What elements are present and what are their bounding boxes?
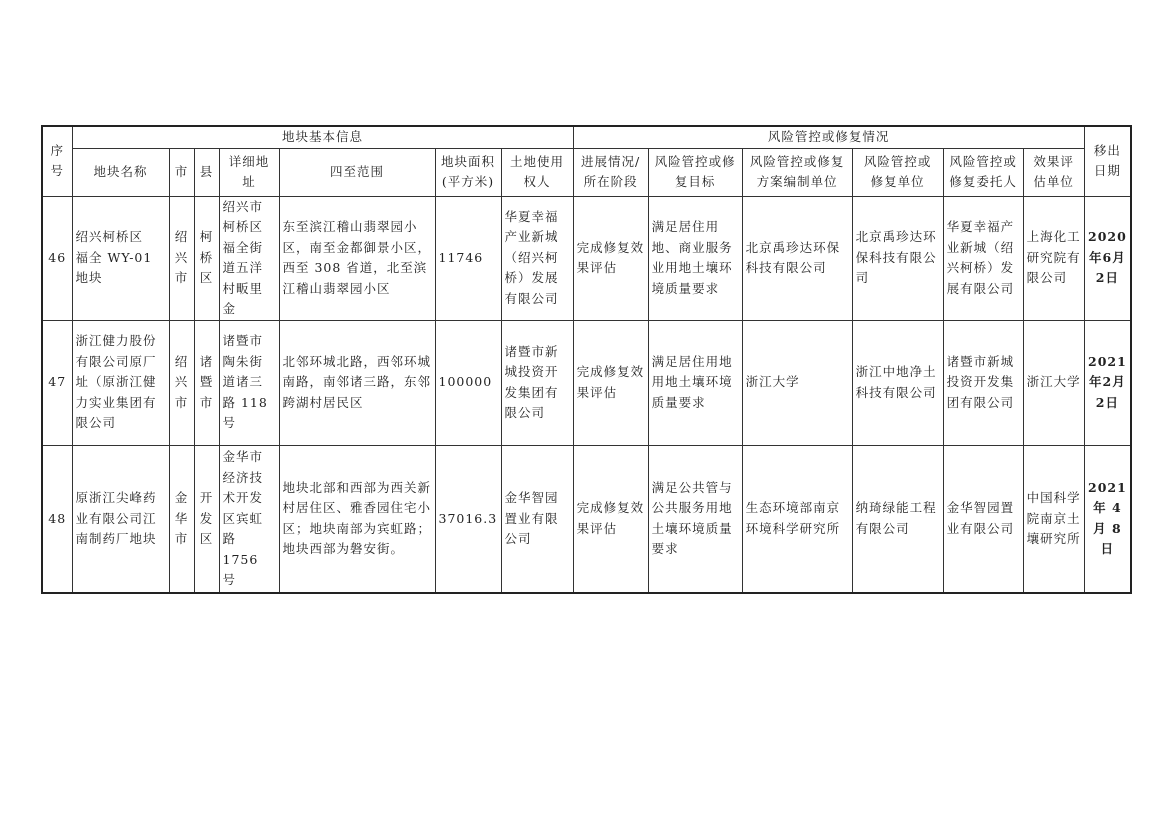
cell-evaluation-unit: 上海化工研究院有限公司 bbox=[1023, 196, 1084, 320]
table-row bbox=[42, 445, 1131, 593]
cell-address: 绍兴市柯桥区福全街道五洋村畈里金 bbox=[219, 196, 279, 320]
cell-remediation-unit: 纳琦绿能工程有限公司 bbox=[852, 445, 943, 593]
cell-land-user: 诸暨市新城投资开发集团有限公司 bbox=[501, 320, 573, 445]
cell-boundaries: 东至滨江稽山翡翠园小区，南至金都御景小区，西至 308 省道，北至滨江稽山翡翠园小区 bbox=[279, 196, 435, 320]
cell-evaluation-unit: 浙江大学 bbox=[1023, 320, 1084, 445]
cell-site-name: 原浙江尖峰药业有限公司江南制药厂地块 bbox=[72, 445, 169, 593]
cell-progress: 完成修复效果评估 bbox=[573, 320, 648, 445]
cell-site-name: 浙江健力股份有限公司原厂址（原浙江健力实业集团有限公司 bbox=[72, 320, 169, 445]
table-row bbox=[42, 196, 1131, 320]
cell-area: 100000 bbox=[435, 320, 501, 445]
table-row bbox=[42, 320, 1131, 445]
cell-target: 满足公共管与公共服务用地土壤环境质量要求 bbox=[648, 445, 742, 593]
header-land-user: 土地使用 权人 bbox=[501, 148, 573, 196]
cell-county: 柯桥区 bbox=[194, 196, 219, 320]
cell-boundaries: 北邻环城北路，西邻环城南路，南邻诸三路，东邻跨湖村居民区 bbox=[279, 320, 435, 445]
cell-client: 华夏幸福产业新城（绍兴柯桥）发展有限公司 bbox=[943, 196, 1023, 320]
cell-land-user: 华夏幸福产业新城（绍兴柯桥）发展有限公司 bbox=[501, 196, 573, 320]
cell-site-name: 绍兴柯桥区 福全 WY-01 地块 bbox=[72, 196, 169, 320]
header-address: 详细地 址 bbox=[219, 148, 279, 196]
cell-client: 诸暨市新城投资开发集团有限公司 bbox=[943, 320, 1023, 445]
cell-client: 金华智园置业有限公司 bbox=[943, 445, 1023, 593]
cell-evaluation-unit: 中国科学院南京土壤研究所 bbox=[1023, 445, 1084, 593]
cell-county: 开发区 bbox=[194, 445, 219, 593]
cell-seq: 46 bbox=[42, 196, 72, 320]
cell-seq: 48 bbox=[42, 445, 72, 593]
header-city: 市 bbox=[169, 148, 194, 196]
header-county: 县 bbox=[194, 148, 219, 196]
header-remediation-unit: 风险管控或 修复单位 bbox=[852, 148, 943, 196]
cell-remediation-unit: 浙江中地净土科技有限公司 bbox=[852, 320, 943, 445]
cell-plan-unit: 浙江大学 bbox=[742, 320, 852, 445]
cell-area: 11746 bbox=[435, 196, 501, 320]
cell-address: 金华市经济技术开发区宾虹路 1756 号 bbox=[219, 445, 279, 593]
cell-seq: 47 bbox=[42, 320, 72, 445]
cell-target: 满足居住用地、商业服务业用地土壤环境质量要求 bbox=[648, 196, 742, 320]
header-boundaries: 四至范围 bbox=[279, 148, 435, 196]
header-evaluation-unit: 效果评 估单位 bbox=[1023, 148, 1084, 196]
header-target: 风险管控或修 复目标 bbox=[648, 148, 742, 196]
header-group-risk-control: 风险管控或修复情况 bbox=[573, 126, 1084, 148]
cell-boundaries: 地块北部和西部为西关新村居住区、雅香园住宅小区；地块南部为宾虹路；地块西部为磐安街。 bbox=[279, 445, 435, 593]
header-area: 地块面积 (平方米) bbox=[435, 148, 501, 196]
site-removal-table bbox=[41, 125, 1132, 594]
cell-land-user: 金华智园置业有限公司 bbox=[501, 445, 573, 593]
cell-city: 绍兴市 bbox=[169, 320, 194, 445]
header-group-row bbox=[42, 126, 1131, 148]
cell-address: 诸暨市陶朱街道诸三路 118号 bbox=[219, 320, 279, 445]
cell-removal-date: 2021 年 4 月 8 日 bbox=[1084, 445, 1131, 593]
cell-city: 金华市 bbox=[169, 445, 194, 593]
header-removal-date: 移出 日期 bbox=[1084, 126, 1131, 196]
cell-county: 诸暨市 bbox=[194, 320, 219, 445]
cell-remediation-unit: 北京禹珍达环保科技有限公司 bbox=[852, 196, 943, 320]
cell-removal-date: 2020年6月2日 bbox=[1084, 196, 1131, 320]
cell-progress: 完成修复效果评估 bbox=[573, 445, 648, 593]
header-progress: 进展情况/ 所在阶段 bbox=[573, 148, 648, 196]
cell-removal-date: 2021年2月2日 bbox=[1084, 320, 1131, 445]
cell-city: 绍兴市 bbox=[169, 196, 194, 320]
cell-progress: 完成修复效果评估 bbox=[573, 196, 648, 320]
header-plan-unit: 风险管控或修复 方案编制单位 bbox=[742, 148, 852, 196]
header-seq: 序 号 bbox=[42, 126, 72, 196]
header-column-row bbox=[42, 148, 1131, 196]
cell-target: 满足居住用地用地土壤环境质量要求 bbox=[648, 320, 742, 445]
header-group-basic-info: 地块基本信息 bbox=[72, 126, 573, 148]
header-client: 风险管控或 修复委托人 bbox=[943, 148, 1023, 196]
cell-plan-unit: 生态环境部南京环境科学研究所 bbox=[742, 445, 852, 593]
cell-plan-unit: 北京禹珍达环保科技有限公司 bbox=[742, 196, 852, 320]
cell-area: 37016.3 bbox=[435, 445, 501, 593]
header-site-name: 地块名称 bbox=[72, 148, 169, 196]
